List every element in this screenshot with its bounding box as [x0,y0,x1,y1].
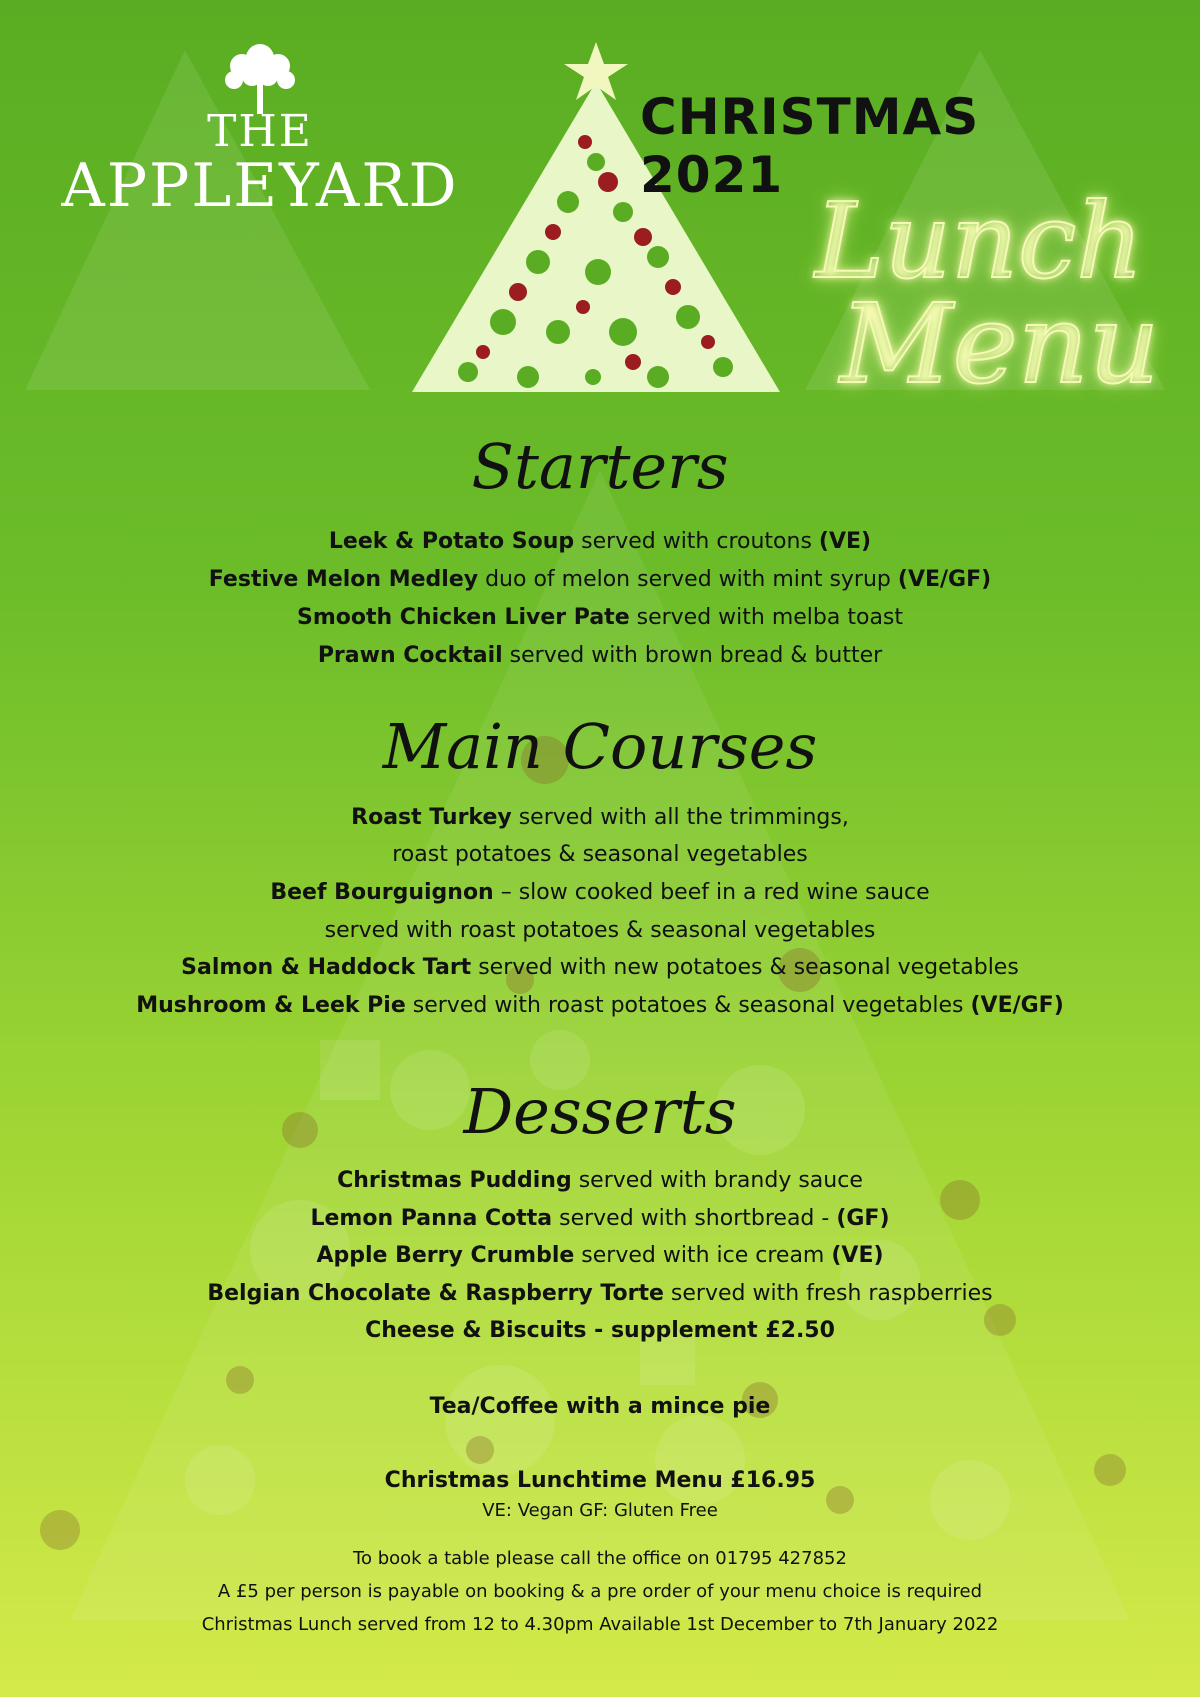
dessert-item: Cheese & Biscuits - supplement £2.50 [365,1318,835,1343]
dessert-item: Christmas Pudding served with brandy sauce [337,1168,863,1193]
booking-info: To book a table please call the office on 01795 427852 [353,1548,847,1569]
main-course-line: served with roast potatoes & seasonal vegetables [324,918,876,943]
dessert-item: Apple Berry Crumble served with ice cream (VE) [316,1243,884,1268]
desserts-heading: Desserts [463,1075,737,1148]
menu-script-text: Menu [840,280,1160,408]
starter-item: Prawn Cocktail served with brown bread & butter [317,643,883,668]
menu-price: Christmas Lunchtime Menu £16.95 [384,1468,816,1493]
starters-heading: Starters [471,430,729,503]
main-course-line: Mushroom & Leek Pie served with roast potatoes & seasonal vegetables (VE/GF) [136,993,1064,1018]
dietary-key: VE: Vegan GF: Gluten Free [482,1500,718,1521]
dessert-item: Lemon Panna Cotta served with shortbread - (GF) [310,1206,890,1231]
appleyard-logo [50,40,470,221]
main-course-line: roast potatoes & seasonal vegetables [392,842,808,867]
main-course-line: Roast Turkey served with all the trimmings, [351,805,849,830]
starter-item: Leek & Potato Soup served with croutons (VE) [328,529,872,554]
tea-coffee-line: Tea/Coffee with a mince pie [429,1394,771,1419]
apple-tree-icon [220,40,300,114]
logo-the-text: THE [207,106,313,157]
lunch-script-text: Lunch [815,180,1144,302]
main-courses-heading: Main Courses [382,710,818,783]
serving-dates: Christmas Lunch served from 12 to 4.30pm Available 1st December to 7th January 2022 [201,1614,999,1635]
page-title: CHRISTMAS 2021 [640,88,980,204]
deposit-info: A £5 per person is payable on booking & a pre order of your menu choice is required [217,1581,983,1602]
main-course-line: Beef Bourguignon – slow cooked beef in a red wine sauce [270,880,930,905]
dessert-item: Belgian Chocolate & Raspberry Torte served with fresh raspberries [207,1281,993,1306]
starter-item: Festive Melon Medley duo of melon served with mint syrup (VE/GF) [208,567,992,592]
logo-name-text: APPLEYARD [61,151,459,221]
main-course-line: Salmon & Haddock Tart served with new potatoes & seasonal vegetables [181,955,1019,980]
starter-item: Smooth Chicken Liver Pate served with melba toast [296,605,904,630]
